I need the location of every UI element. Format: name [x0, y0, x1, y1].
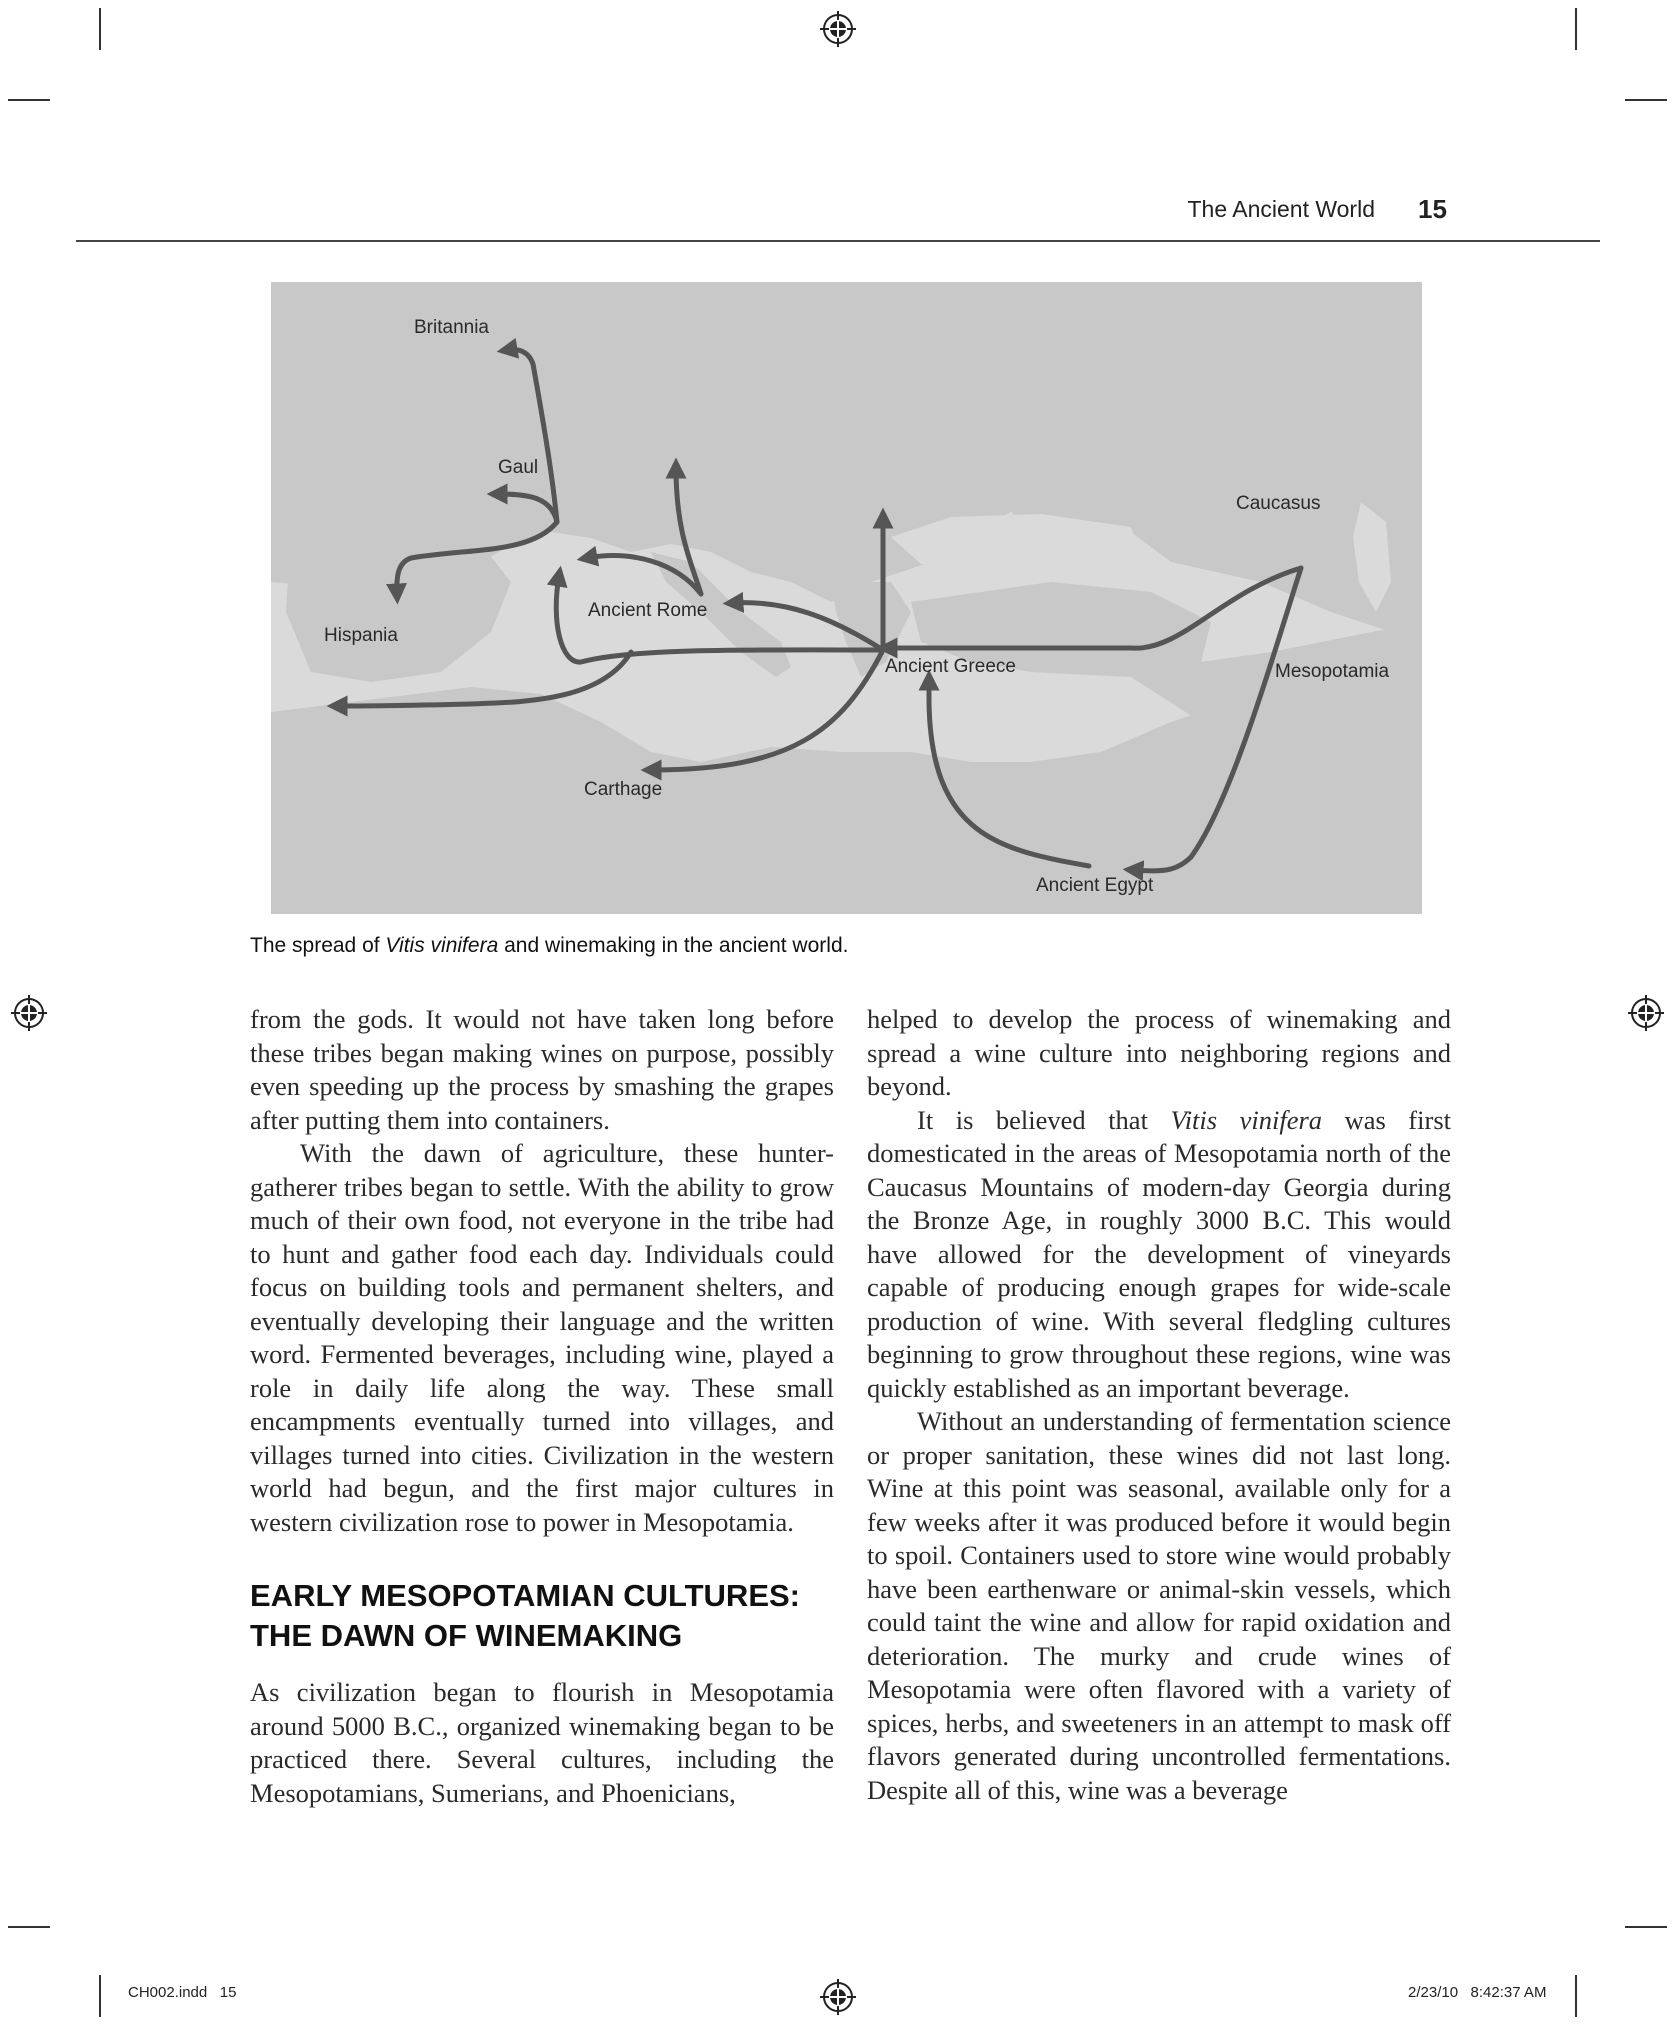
running-header-title: The Ancient World: [1187, 196, 1375, 222]
map-figure: [271, 282, 1422, 914]
crop-mark: [1625, 99, 1667, 101]
map-label-ancient-egypt: Ancient Egypt: [1036, 875, 1154, 896]
right-column: [867, 1003, 1451, 1807]
paragraph: With the dawn of agriculture, these hunter-gatherer tribes began to settle. With the ability to grow much of their own food, not everyone in the tribe had to hunt and gather food each day. Individuals could focus on building tools and permanent shelters, and eventually developing their language and the written word. Fermented beverages, including wine, played a role in daily life along the way. These small encampments eventually turned into villages, and villages turned into cities. Civilization in the western world had begun, and the first major cultures in western civilization rose to power in Mesopotamia.: [250, 1138, 834, 1537]
map-label-gaul: Gaul: [498, 457, 539, 478]
crop-mark: [99, 8, 101, 50]
map-label-ancient-greece: Ancient Greece: [885, 656, 1016, 677]
figure-caption: [250, 934, 1450, 958]
footer-timestamp: 2/23/10 8:42:37 AM: [1408, 1984, 1547, 2001]
crop-mark: [8, 1926, 50, 1928]
map-label-mesopotamia: Mesopotamia: [1275, 661, 1390, 682]
caption-text-end: and winemaking in the ancient world.: [498, 934, 849, 957]
paragraph-text: was first domesticated in the areas of Mesopotamia north of the Caucasus Mountains of modern-day Georgia during the Bronze Age, in roughly 3000 B.C. This would have allowed for the development of vineyards capable of producing enough grapes for wide-scale production of wine. With several fledgling cultures beginning to grow throughout these regions, wine was quickly established as an important beverage.: [867, 1104, 1451, 1403]
caption-text: The spread of: [250, 934, 386, 957]
registration-mark-icon: [11, 995, 47, 1031]
paragraph: As civilization began to flourish in Mesopotamia around 5000 B.C., organized winemaking began to be practiced there. Several cultures, including the Mesopotamians, Sumerians, and Phoenicians,: [250, 1677, 834, 1808]
left-column: [250, 1003, 834, 1810]
crop-mark: [1625, 1926, 1667, 1928]
section-heading-line: THE DAWN OF WINEMAKING: [250, 1618, 683, 1653]
crop-mark: [1575, 1975, 1577, 2017]
caption-species: Vitis vinifera: [385, 934, 499, 957]
registration-mark-icon: [820, 1979, 856, 2015]
map-label-ancient-rome: Ancient Rome: [588, 600, 708, 621]
section-heading: [250, 1576, 834, 1656]
species-name: Vitis vinifera: [1170, 1104, 1323, 1135]
crop-mark: [8, 99, 50, 101]
map-label-hispania: Hispania: [324, 625, 398, 646]
crop-mark: [99, 1975, 101, 2017]
paragraph: from the gods. It would not have taken long before these tribes began making wines on purpose, possibly even speeding up the process by smashing the grapes after putting them into containers.: [250, 1004, 834, 1135]
section-heading-line: EARLY MESOPOTAMIAN CULTURES:: [250, 1578, 800, 1613]
crop-mark: [1575, 8, 1577, 50]
map-label-carthage: Carthage: [584, 779, 663, 800]
paragraph: Without an understanding of fermentation science or proper sanitation, these wines did not last long. Wine at this point was seasonal, available only for a few weeks after it was produced before it would begin to spoil. Containers used to store wine would probably have been earthenware or animal-skin vessels, which could taint the wine and allow for rapid oxidation and deterioration. The murky and crude wines of Mesopotamia were often flavored with a variety of spices, herbs, and sweeteners in an attempt to mask off flavors generated during uncontrolled fermentations. Despite all of this, wine was a beverage: [867, 1406, 1451, 1805]
registration-mark-icon: [1628, 995, 1664, 1031]
footer-file-slug: CH002.indd 15: [128, 1984, 237, 2001]
paragraph: [867, 1104, 1451, 1406]
paragraph-text: It is believed that: [917, 1104, 1171, 1135]
page-number: 15: [1418, 194, 1447, 224]
map-label-britannia: Britannia: [414, 317, 489, 338]
paragraph: helped to develop the process of winemaking and spread a wine culture into neighboring regions and beyond.: [867, 1004, 1451, 1101]
map-label-caucasus: Caucasus: [1236, 493, 1321, 514]
header-rule: [76, 240, 1600, 242]
registration-mark-icon: [820, 11, 856, 47]
